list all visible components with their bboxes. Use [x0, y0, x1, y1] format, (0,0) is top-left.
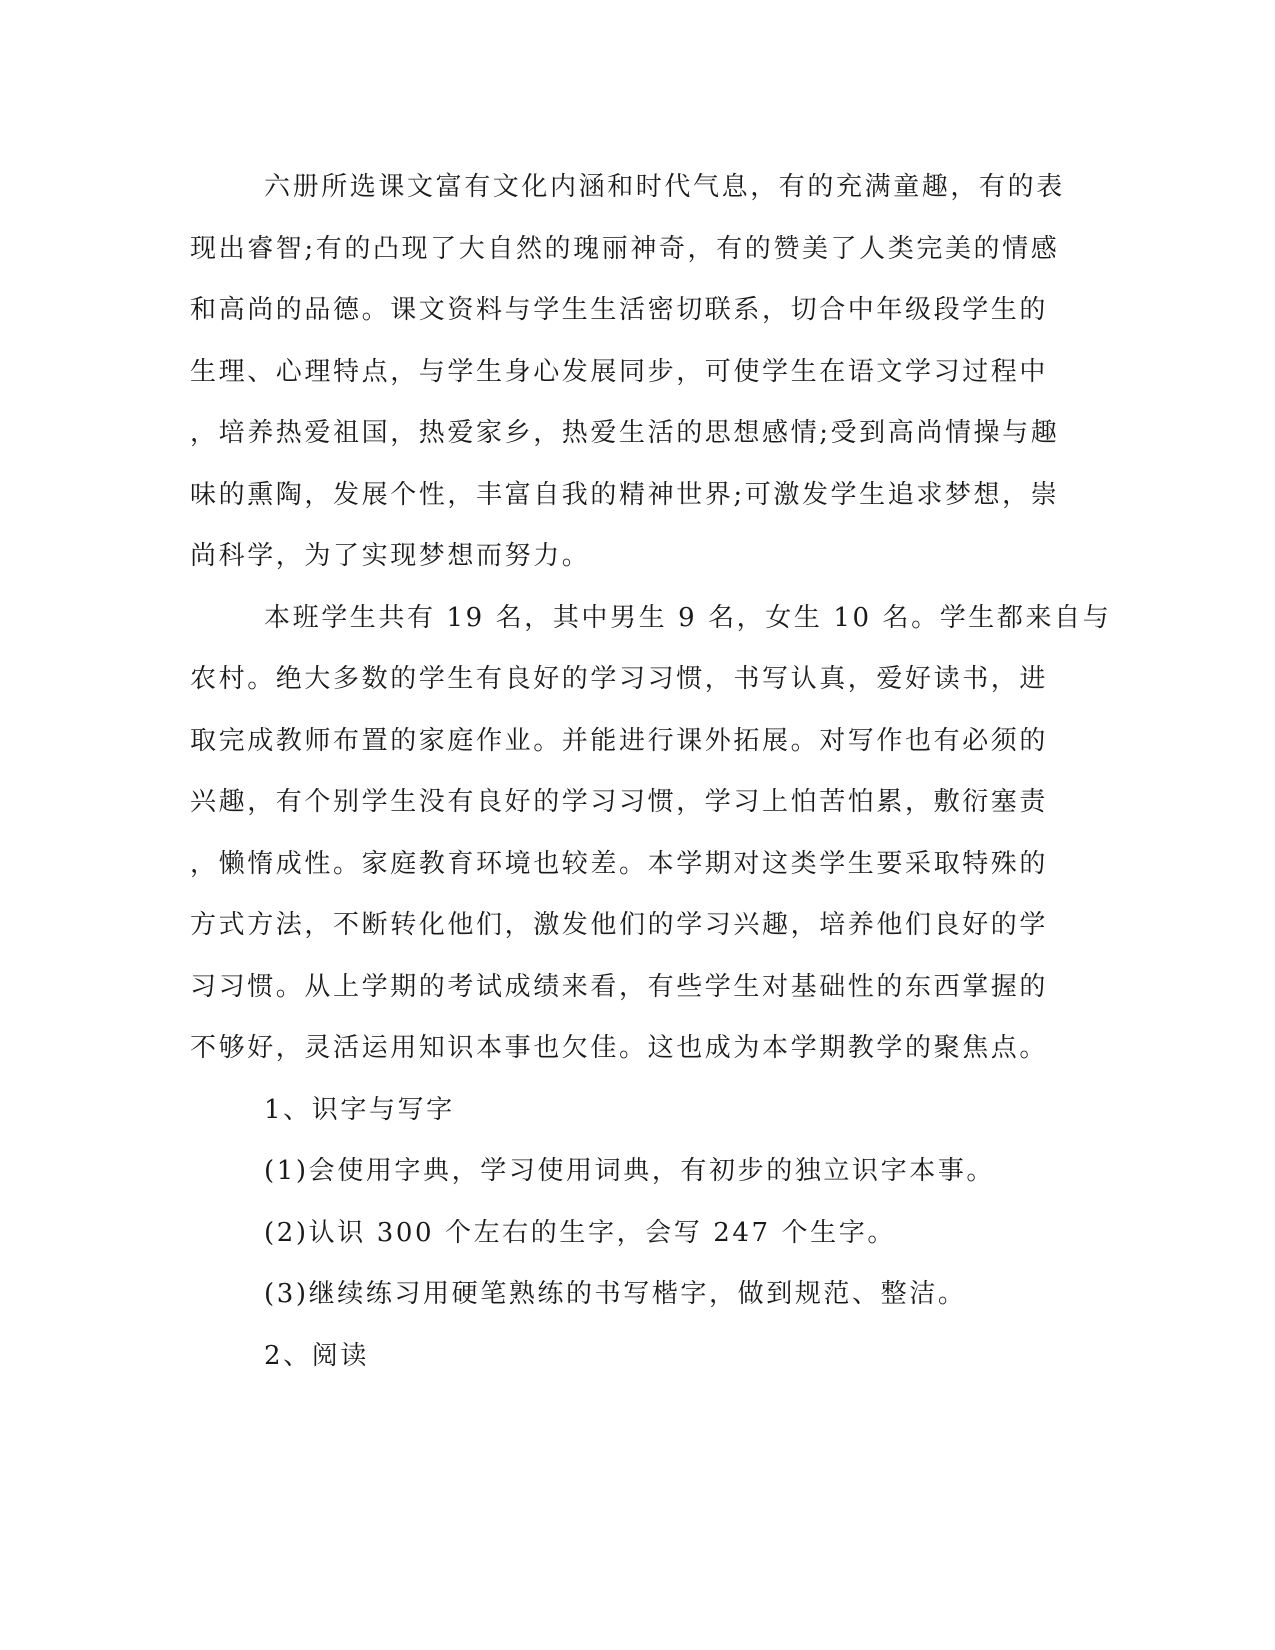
paragraph-1-line-2: 现出睿智;有的凸现了大自然的瑰丽神奇，有的赞美了人类完美的情感: [190, 233, 1060, 264]
literacy-item-3: (3)继续练习用硬笔熟练的书写楷字，做到规范、整洁。: [264, 1279, 967, 1309]
paragraph-2-line-7: 习习惯。从上学期的考试成绩来看，有些学生对基础性的东西掌握的: [190, 971, 1049, 1002]
paragraph-1-line-6: 味的熏陶，发展个性，丰富自我的精神世界;可激发学生追求梦想，崇: [190, 479, 1060, 510]
paragraph-1-line-4: 生理、心理特点，与学生身心发展同步，可使学生在语文学习过程中: [190, 356, 1049, 387]
literacy-item-2: (2)认识 300 个左右的生字，会写 247 个生字。: [264, 1217, 896, 1248]
paragraph-1-line-1: 六册所选课文富有文化内涵和时代气息，有的充满童趣，有的表: [264, 172, 1065, 202]
literacy-item-1: (1)会使用字典，学习使用词典，有初步的独立识字本事。: [264, 1156, 996, 1186]
paragraph-2-line-4: 兴趣，有个别学生没有良好的学习习惯，学习上怕苦怕累，敷衍塞责: [190, 787, 1049, 817]
paragraph-2-line-1: 本班学生共有 19 名，其中男生 9 名，女生 10 名。学生都来自与: [264, 602, 1112, 633]
paragraph-2-line-8: 不够好，灵活运用知识本事也欠佳。这也成为本学期教学的聚焦点。: [190, 1033, 1049, 1063]
section-heading-reading: 2、阅读: [264, 1340, 369, 1371]
paragraph-1-line-7: 尚科学，为了实现梦想而努力。: [190, 541, 591, 571]
paragraph-2-line-2: 农村。绝大多数的学生有良好的学习习惯，书写认真，爱好读书，进: [190, 664, 1049, 694]
paragraph-2-line-5: ，懒惰成性。家庭教育环境也较差。本学期对这类学生要采取特殊的: [190, 848, 1049, 879]
paragraph-1-line-5: ，培养热爱祖国，热爱家乡，热爱生活的思想感情;受到高尚情操与趣: [190, 418, 1060, 448]
document-body: [190, 157, 1112, 1387]
paragraph-1-line-3: 和高尚的品德。课文资料与学生生活密切联系，切合中年级段学生的: [190, 295, 1049, 325]
paragraph-2-line-6: 方式方法，不断转化他们，激发他们的学习兴趣，培养他们良好的学: [190, 910, 1049, 940]
paragraph-2-line-3: 取完成教师布置的家庭作业。并能进行课外拓展。对写作也有必须的: [190, 725, 1049, 756]
section-heading-literacy: 1、识字与写字: [264, 1094, 455, 1125]
